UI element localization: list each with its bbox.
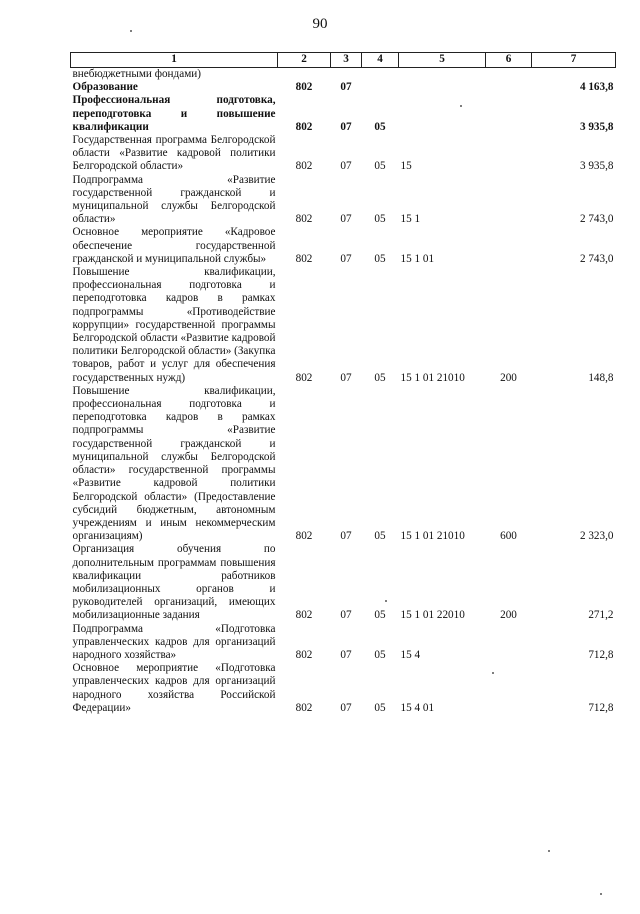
budget-table bbox=[70, 52, 616, 715]
cell-amount: 271,2 bbox=[588, 609, 614, 622]
cell-item-name: Основное мероприятие «Подготовка управленческих кадров для организаций народного хозяйства Российской Федерации» bbox=[72, 662, 276, 714]
table-row bbox=[71, 81, 616, 94]
cell-ministry: 802 bbox=[295, 81, 313, 94]
cell-subsection: 05 bbox=[374, 530, 386, 543]
cell-target-article: 15 4 bbox=[400, 648, 421, 661]
column-header: 1 bbox=[71, 53, 278, 68]
cell-item-name: Организация обучения по дополнительным программам повышения квалификации работников мобилизационных органов и руководителей организаций, имеющих мобилизационные задания bbox=[72, 543, 276, 622]
cell-expense-type bbox=[486, 662, 532, 715]
table-row bbox=[71, 68, 616, 82]
cell-subsection: 05 bbox=[374, 648, 386, 661]
cell-subsection: 05 bbox=[374, 371, 386, 384]
cell-amount: 712,8 bbox=[588, 701, 614, 714]
cell-target-article: 15 bbox=[400, 160, 412, 173]
scan-speck bbox=[600, 893, 602, 895]
cell-section: 07 bbox=[340, 648, 352, 661]
cell-target-article bbox=[399, 81, 486, 94]
cell-amount: 2 743,0 bbox=[579, 213, 614, 226]
cell-expense-type: 200 bbox=[500, 371, 517, 384]
cell-ministry: 802 bbox=[295, 213, 313, 226]
column-header: 4 bbox=[362, 53, 399, 68]
cell-item-name: Подпрограмма «Подготовка управленческих кадров для организаций народного хозяйства» bbox=[72, 622, 276, 661]
cell-expense-type bbox=[486, 174, 532, 227]
cell-section: 07 bbox=[340, 701, 352, 714]
scan-speck bbox=[548, 850, 550, 852]
cell-amount: 2 743,0 bbox=[579, 252, 614, 265]
cell-item-name: Подпрограмма «Развитие государственной гражданской и муниципальной службы Белгородской области» bbox=[72, 173, 276, 226]
cell-subsection: 05 bbox=[374, 120, 386, 133]
cell-subsection bbox=[362, 68, 399, 82]
cell-subsection: 05 bbox=[374, 609, 386, 622]
cell-item-name: Государственная программа Белгородской области «Развитие кадровой политики Белгородской области» bbox=[72, 134, 276, 173]
cell-ministry: 802 bbox=[295, 648, 313, 661]
cell-expense-type bbox=[486, 226, 532, 266]
cell-expense-type: 600 bbox=[500, 530, 517, 543]
cell-amount bbox=[532, 68, 616, 82]
cell-ministry: 802 bbox=[295, 609, 313, 622]
cell-target-article: 15 1 01 bbox=[400, 252, 435, 265]
table-header-row bbox=[71, 53, 616, 68]
table-row bbox=[71, 623, 616, 663]
cell-target-article bbox=[399, 94, 486, 134]
cell-amount: 3 935,8 bbox=[579, 160, 614, 173]
cell-expense-type bbox=[486, 68, 532, 82]
table-row bbox=[71, 134, 616, 174]
cell-target-article: 15 1 01 21010 bbox=[400, 530, 465, 543]
cell-section: 07 bbox=[340, 530, 352, 543]
cell-target-article: 15 1 01 22010 bbox=[400, 609, 465, 622]
cell-expense-type bbox=[486, 134, 532, 174]
page-number: 90 bbox=[312, 16, 328, 32]
scan-speck bbox=[460, 105, 462, 107]
cell-section: 07 bbox=[340, 160, 352, 173]
cell-section bbox=[331, 68, 362, 82]
cell-ministry: 802 bbox=[295, 701, 313, 714]
table-row bbox=[71, 266, 616, 385]
scan-speck bbox=[385, 600, 387, 602]
cell-amount: 2 323,0 bbox=[579, 530, 614, 543]
cell-amount: 3 935,8 bbox=[579, 120, 614, 133]
column-header: 2 bbox=[278, 53, 331, 68]
cell-amount: 712,8 bbox=[588, 648, 614, 661]
cell-ministry: 802 bbox=[295, 252, 313, 265]
scan-speck bbox=[130, 30, 132, 32]
column-header: 7 bbox=[532, 53, 616, 68]
cell-item-name: Профессиональная подготовка, переподготовка и повышение квалификации bbox=[72, 94, 276, 133]
cell-item-name: Повышение квалификации, профессиональная подготовка и переподготовка кадров в рамках подпрограммы «Развитие государственной гражданской и муниципальной службы Белгородской области» государственной программы «Развитие кадровой политики Белгородской области» (Предоставление субсидий бюджетным, автономным учреждениям и иным некоммерческим организациям) bbox=[72, 384, 276, 543]
table-row bbox=[71, 385, 616, 543]
cell-item-name: внебюджетными фондами) bbox=[72, 68, 201, 80]
cell-ministry: 802 bbox=[295, 160, 313, 173]
cell-subsection: 05 bbox=[374, 701, 386, 714]
cell-target-article: 15 1 bbox=[400, 213, 421, 226]
cell-expense-type bbox=[486, 623, 532, 663]
column-header: 3 bbox=[331, 53, 362, 68]
cell-subsection: 05 bbox=[374, 252, 386, 265]
table-row bbox=[71, 543, 616, 622]
table-row bbox=[71, 94, 616, 134]
cell-target-article bbox=[399, 68, 486, 82]
cell-section: 07 bbox=[340, 120, 352, 133]
column-header: 5 bbox=[399, 53, 486, 68]
cell-amount: 4 163,8 bbox=[579, 81, 614, 94]
cell-expense-type: 200 bbox=[500, 609, 517, 622]
cell-expense-type bbox=[486, 81, 532, 94]
cell-target-article: 15 1 01 21010 bbox=[400, 371, 465, 384]
cell-target-article: 15 4 01 bbox=[400, 701, 435, 714]
cell-expense-type bbox=[486, 94, 532, 134]
cell-ministry: 802 bbox=[295, 371, 313, 384]
cell-subsection: 05 bbox=[374, 213, 386, 226]
cell-item-name: Основное мероприятие «Кадровое обеспечение государственной гражданской и муниципальной службы» bbox=[72, 226, 276, 265]
table-row bbox=[71, 226, 616, 266]
cell-subsection bbox=[362, 81, 399, 94]
cell-section: 07 bbox=[340, 371, 352, 384]
cell-subsection: 05 bbox=[374, 160, 386, 173]
cell-section: 07 bbox=[340, 213, 352, 226]
cell-section: 07 bbox=[340, 609, 352, 622]
column-header: 6 bbox=[486, 53, 532, 68]
table-row bbox=[71, 662, 616, 715]
cell-ministry bbox=[278, 68, 331, 82]
cell-ministry: 802 bbox=[295, 530, 313, 543]
cell-item-name: Повышение квалификации, профессиональная подготовка и переподготовка кадров в рамках подпрограммы «Противодействие коррупции» государственной программы Белгородской области «Развитие кадровой политики Белгородской области» (Закупка товаров, работ и услуг для обеспечения государственных нужд) bbox=[72, 266, 276, 384]
cell-ministry: 802 bbox=[295, 120, 313, 133]
cell-section: 07 bbox=[340, 252, 352, 265]
cell-section: 07 bbox=[340, 81, 352, 94]
table-row bbox=[71, 174, 616, 227]
cell-item-name: Образование bbox=[72, 81, 138, 94]
cell-amount: 148,8 bbox=[588, 371, 614, 384]
scan-speck bbox=[492, 672, 494, 674]
